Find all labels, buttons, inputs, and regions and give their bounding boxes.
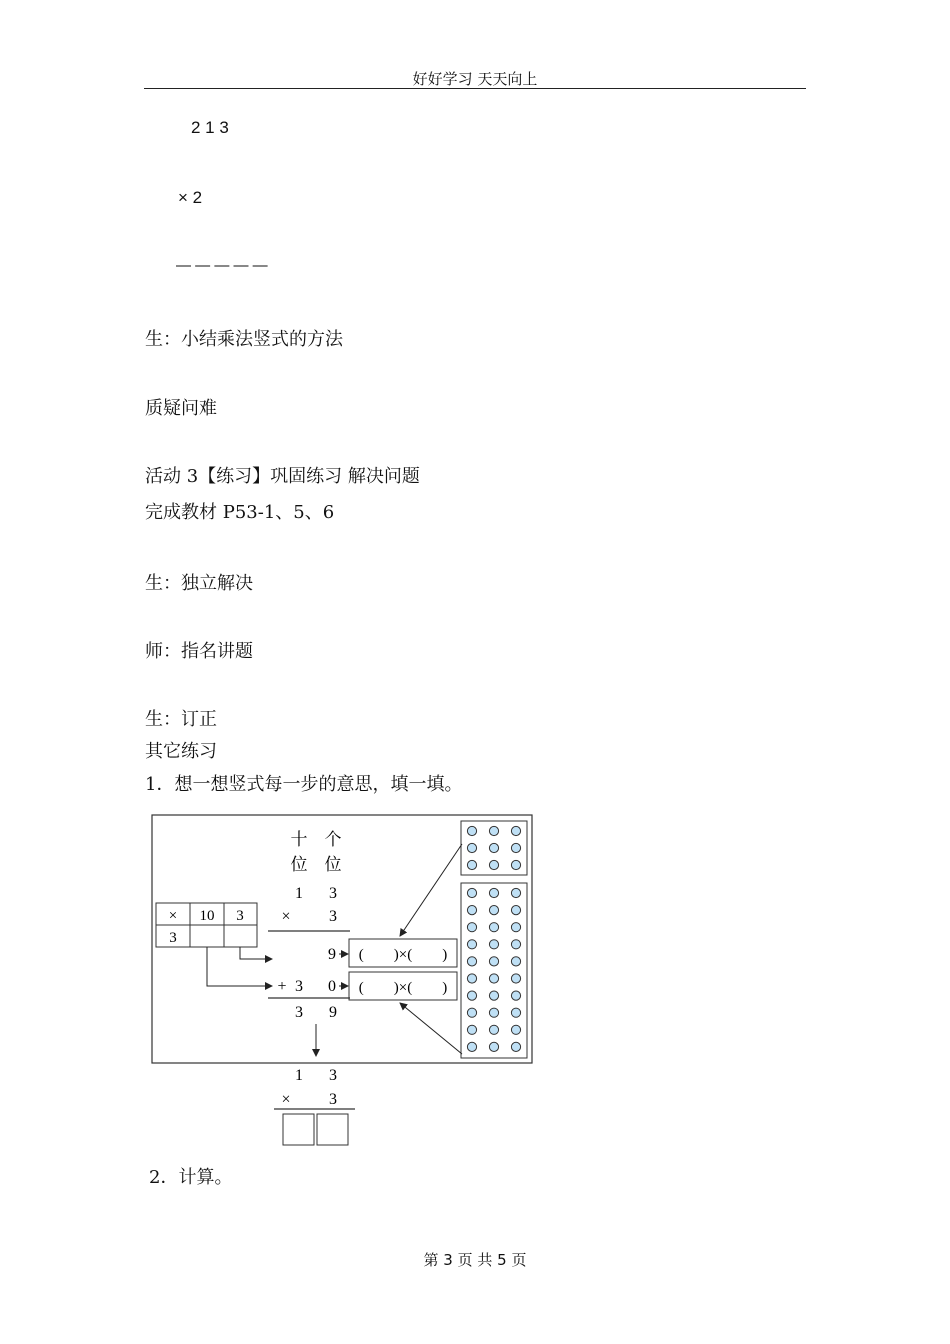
calc-b-ones: 3	[329, 908, 337, 925]
dot	[489, 888, 498, 897]
question-2: 2．计算。	[149, 1167, 233, 1188]
dots-small	[467, 826, 520, 869]
answer-box-1-text: ( )×( )	[358, 947, 448, 963]
mult-top-number: 2 1 3	[191, 118, 229, 137]
answer-ones-box[interactable]	[317, 1114, 348, 1145]
dot	[511, 1042, 520, 1051]
dot	[511, 843, 520, 852]
dot	[489, 1025, 498, 1034]
partial-product-1: 9	[328, 946, 336, 963]
dot	[511, 940, 520, 949]
calc-times: ×	[281, 908, 291, 925]
other-practice-heading: 其它练习	[145, 741, 217, 762]
dot	[467, 843, 476, 852]
partial-product-2-ones: 0	[328, 978, 336, 995]
dot	[489, 974, 498, 983]
dot	[467, 860, 476, 869]
mult-rule: — — — — —	[176, 257, 268, 274]
teacher-line: 师：指名讲题	[145, 641, 253, 662]
dot	[467, 1025, 476, 1034]
textbook-line: 完成教材 P53-1、5、6	[145, 502, 335, 523]
dot	[511, 1008, 520, 1017]
dot	[511, 860, 520, 869]
tens-label-2: 位	[290, 855, 308, 874]
dot	[467, 940, 476, 949]
answer-box-2-text: ( )×( )	[358, 980, 448, 996]
calc-a-tens: 1	[295, 885, 303, 902]
page-footer: 第 3 页 共 5 页	[423, 1251, 527, 1269]
mult-multiplier: × 2	[178, 188, 203, 207]
dot	[511, 923, 520, 932]
dot	[511, 906, 520, 915]
dot	[489, 826, 498, 835]
dot	[489, 991, 498, 1000]
grid-multiplier: 3	[169, 930, 177, 946]
dot	[511, 888, 520, 897]
dot	[511, 991, 520, 1000]
dots-large	[467, 888, 520, 1051]
activity-heading: 活动 3【练习】巩固练习 解决问题	[145, 466, 420, 487]
bottom-b-ones: 3	[329, 1091, 337, 1108]
partial-product-2-tens: 3	[295, 978, 303, 995]
bottom-a-tens: 1	[295, 1067, 303, 1084]
bottom-times: ×	[281, 1091, 291, 1108]
dot	[467, 888, 476, 897]
dot	[489, 923, 498, 932]
bottom-a-ones: 3	[329, 1067, 337, 1084]
dot	[489, 957, 498, 966]
dot	[467, 906, 476, 915]
sum-ones: 9	[329, 1004, 337, 1021]
dot	[511, 826, 520, 835]
plus-sign: +	[277, 978, 287, 995]
calc-a-ones: 3	[329, 885, 337, 902]
sum-tens: 3	[295, 1004, 303, 1021]
dot	[467, 923, 476, 932]
question-line: 质疑问难	[145, 398, 217, 419]
page-header: 好好学习 天天向上	[412, 70, 538, 88]
answer-tens-box[interactable]	[283, 1114, 314, 1145]
dot	[489, 1008, 498, 1017]
grid-ten: 10	[199, 908, 215, 924]
dot	[489, 860, 498, 869]
summary-line: 生：小结乘法竖式的方法	[145, 329, 343, 350]
ones-label-1: 个	[324, 830, 342, 849]
dot	[489, 940, 498, 949]
dot	[467, 1042, 476, 1051]
tens-label-1: 十	[290, 830, 308, 849]
multiplication-figure	[150, 812, 536, 1152]
dot	[489, 843, 498, 852]
dot	[511, 957, 520, 966]
dot	[489, 1042, 498, 1051]
dot	[467, 991, 476, 1000]
question-1: 1．想一想竖式每一步的意思，填一填。	[145, 774, 463, 795]
dot	[511, 1025, 520, 1034]
dot	[467, 1008, 476, 1017]
grid-three: 3	[236, 908, 244, 924]
dot	[467, 826, 476, 835]
grid-times: ×	[168, 908, 178, 924]
dot	[467, 974, 476, 983]
dot	[511, 974, 520, 983]
partition-grid	[156, 903, 257, 947]
solve-line: 生：独立解决	[145, 573, 253, 594]
dot	[467, 957, 476, 966]
dot	[489, 906, 498, 915]
header-rule	[144, 88, 806, 89]
ones-label-2: 位	[324, 855, 342, 874]
correct-line: 生：订正	[145, 709, 217, 730]
